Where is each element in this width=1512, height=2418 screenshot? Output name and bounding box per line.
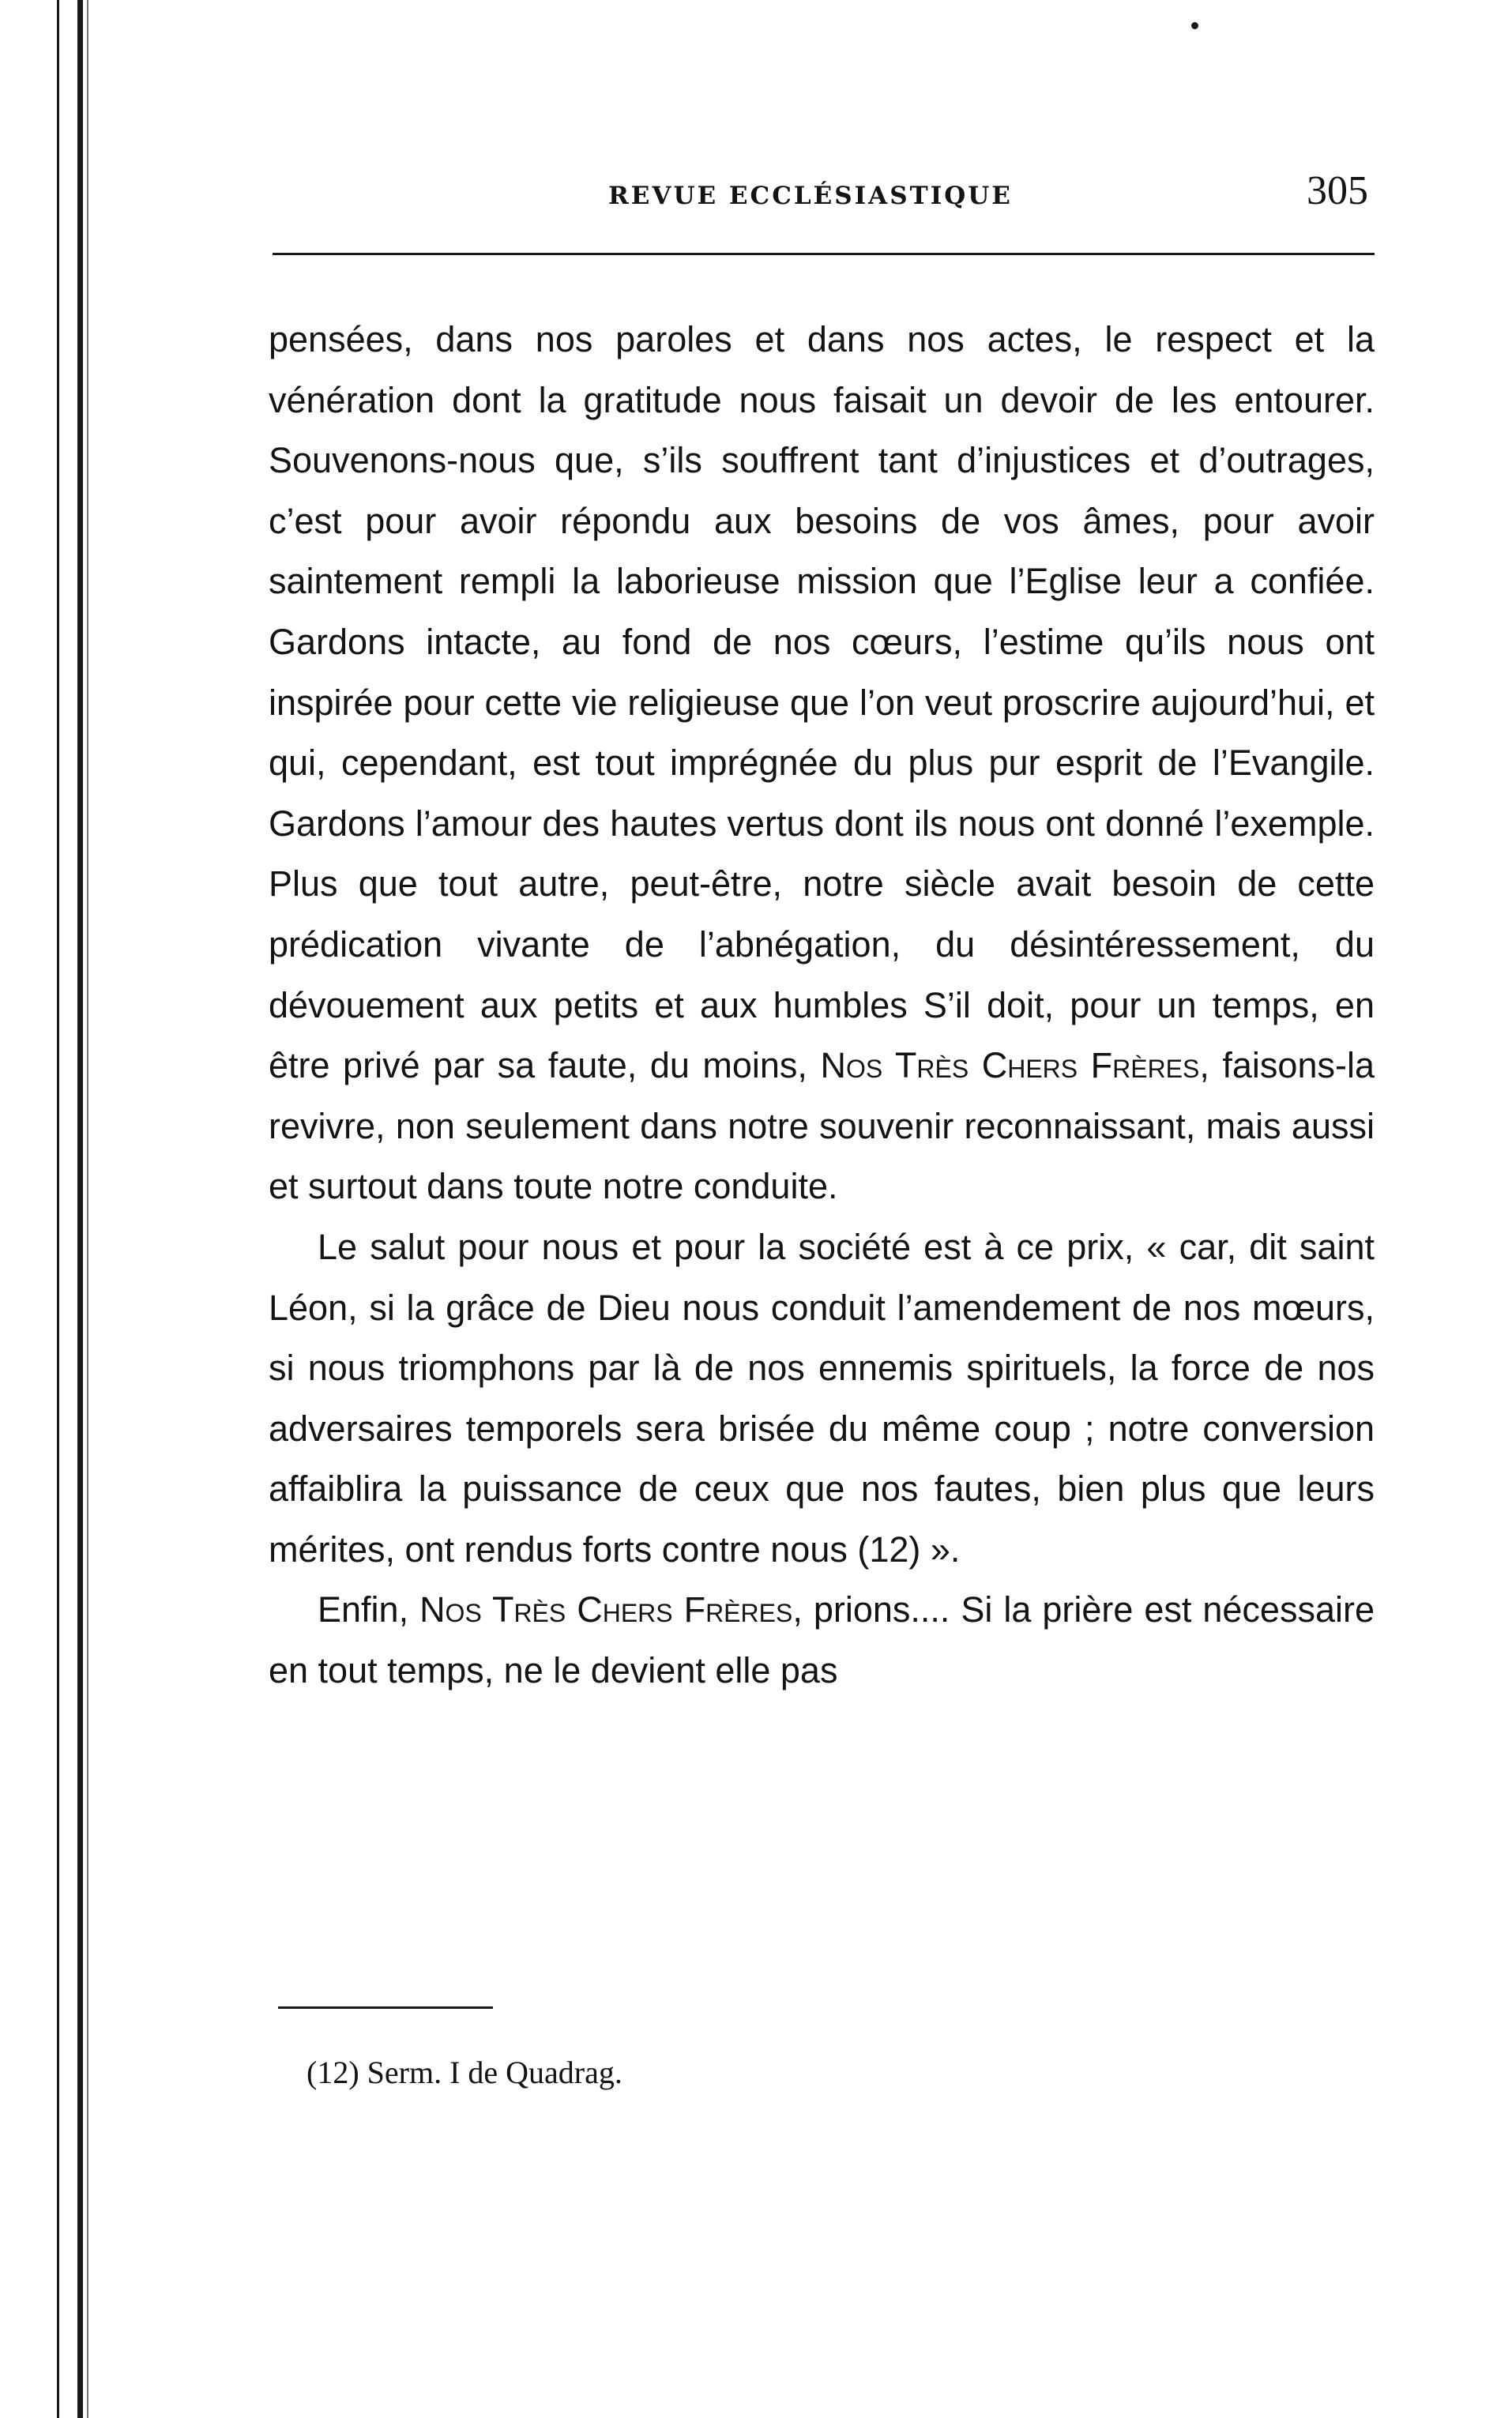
footnote: (12) Serm. I de Quadrag. xyxy=(307,2055,622,2090)
header-rule xyxy=(273,253,1375,255)
ink-speck xyxy=(1191,22,1198,29)
paragraph-text: pensées, dans nos paroles et dans nos actes, le respect et la vénération dont la gratitude nous faisait un devoir de les entourer. Souvenons-nous que, s’ils souffrent tant d’injustices et d’outrages, c’est pour avoir répondu aux besoins de vos âmes, pour avoir saintement rempli la laborieuse mission que l’Eglise leur a confiée. Gardons intacte, au fond de nos cœurs, l’estime qu’ils nous ont inspirée pour cette vie religieuse que l’on veut proscrire aujourd’hui, et qui, cependant, est tout imprégnée du plus pur esprit de l’Evangile. Gardons l’amour des hautes vertus dont ils nous ont donné l’exemple. Plus que tout autre, peut-être, notre siècle avait besoin de cette prédication vivante de l’abnégation, du désintéressement, du dévouement aux petits et aux humbles S’il doit, pour un temps, en être privé par sa faute, du moins, xyxy=(269,319,1375,1086)
page-number: 305 xyxy=(1307,168,1368,213)
small-caps-address: Nos Très Chers Frères, xyxy=(820,1045,1209,1086)
body-text xyxy=(269,310,1375,1702)
paragraph xyxy=(269,1580,1375,1701)
paragraph xyxy=(269,310,1375,1217)
paragraph-text: faisons-la revivre, non seulement dans notre souvenir reconnaissant, mais aussi et surtout dans toute notre conduite. xyxy=(269,1045,1375,1207)
binding-edge xyxy=(0,0,95,2418)
footnote-rule xyxy=(278,2006,493,2009)
page-header xyxy=(269,167,1375,215)
paragraph-text: Enfin, xyxy=(318,1589,409,1630)
binding-line xyxy=(57,0,59,2418)
running-title: REVUE ECCLÉSIASTIQUE xyxy=(608,182,1013,210)
binding-line xyxy=(87,0,88,2418)
paragraph: Le salut pour nous et pour la société est à ce prix, « car, dit saint Léon, si la grâce de Dieu nous conduit l’amendement de nos mœurs, si nous triomphons par là de nos ennemis spirituels, la force de nos adversaires temporels sera brisée du même coup ; notre conversion affaiblira la puissance de ceux que nos fautes, bien plus que leurs mérites, ont rendus forts contre nous (12) ». xyxy=(269,1226,1375,1570)
small-caps-address: Nos Très Chers Frères, xyxy=(419,1589,803,1630)
paragraph-text: prions.... Si la prière est nécessaire en tout temps, ne le devient elle pas xyxy=(269,1589,1375,1691)
binding-line xyxy=(77,0,83,2418)
